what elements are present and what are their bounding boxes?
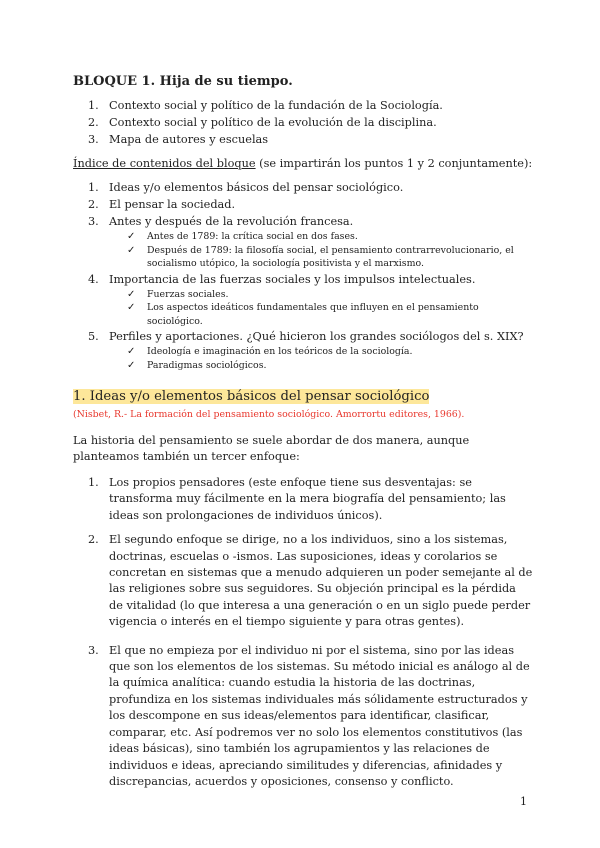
- section-heading: 1. Ideas y/o elementos básicos del pensar sociológico: [73, 389, 430, 404]
- sub-list-item: ✓ Antes de 1789: la crítica social en dos fases.: [127, 231, 358, 242]
- objectives-list: [73, 97, 533, 148]
- list-item: 3. Mapa de autores y escuelas: [88, 133, 269, 146]
- sub-list: [73, 288, 533, 329]
- check-icon: ✓: [127, 231, 136, 242]
- reference: (Nisbet, R.- La formación del pensamiento sociológico. Amorrortu editores, 1966).: [73, 409, 465, 420]
- list-item: 2. El pensar la sociedad.: [88, 198, 236, 211]
- list-item: 1. Los propios pensadores (este enfoque tiene sus desventajas: se transforma muy fácilmente en la mera biografía del pensamiento; las ideas son prolongaciones de individuos únicos).: [88, 476, 506, 522]
- check-icon: ✓: [127, 346, 136, 357]
- list-item: 3. Antes y después de la revolución francesa. ✓ Antes de 1789: la crítica social en dos fases. ✓ Después de 1789: la filosofía social, el pensamiento contrarrevolucionario, el socialismo utópico, la sociología positivista y el marxismo.: [73, 213, 533, 271]
- list-item: 3. El que no empieza por el individuo ni por el sistema, sino por las ideas que son los elementos de los sistemas. Su método inicial es análogo al de la química analítica: cuando estudia la historia de las doctrinas, profundiza en los sistemas individuales más sólidamente estructurados y los descompone en sus ideas/elementos para identificar, clasificar, comparar, etc. Así podremos ver no solo los elementos constitutivos (las ideas básicas), sino también los agrupamientos y las relaciones de individuos e ideas, apreciando similitudes y diferencias, afinidades y discrepancias, acuerdos y oposiciones, consenso y conflicto.: [88, 643, 530, 788]
- check-icon: ✓: [127, 302, 136, 313]
- contents-list: [73, 179, 533, 372]
- block-title: BLOQUE 1. Hija de su tiempo.: [73, 74, 293, 89]
- check-icon: ✓: [127, 244, 136, 256]
- page-number: 1: [520, 795, 527, 808]
- list-item: 5. Perfiles y aportaciones. ¿Qué hicieron los grandes sociólogos del s. XIX? ✓ Ideología e imaginación en los teóricos de la sociología. ✓ Paradigmas sociológicos.: [73, 328, 533, 372]
- check-icon: ✓: [127, 288, 136, 300]
- index-label: Índice de contenidos del bloque: [73, 157, 256, 170]
- index-intro: Índice de contenidos del bloque (se impartirán los puntos 1 y 2 conjuntamente):: [73, 157, 533, 170]
- sub-list: [73, 345, 533, 372]
- intro-paragraph: La historia del pensamiento se suele abordar de dos manera, aunque planteamos también un tercer enfoque:: [73, 434, 470, 464]
- sub-list-item: ✓ Paradigmas sociológicos.: [127, 359, 267, 371]
- sub-list-item: ✓ Ideología e imaginación en los teóricos de la sociología.: [127, 346, 413, 357]
- list-item: 2. El segundo enfoque se dirige, no a los individuos, sino a los sistemas, doctrinas, escuelas o -ismos. Las suposiciones, ideas y corolarios se concretan en sistemas que a menudo adquieren un poder semejante al de las religiones sobre sus seguidores. Su objeción principal es la pérdida de vitalidad (lo que interesa a una generación o en un siglo puede perder vigencia o interés en el tiempo siguiente y para otras gentes).: [88, 533, 533, 629]
- list-item: 4. Importancia de las fuerzas sociales y los impulsos intelectuales. ✓ Fuerzas sociales. ✓ Los aspectos ideáticos fundamentales que influyen en el pensamiento sociológico.: [73, 271, 533, 329]
- list-item: 2. Contexto social y político de la evolución de la disciplina.: [88, 116, 437, 129]
- sub-list-item: ✓ Fuerzas sociales.: [127, 288, 229, 300]
- list-item: 1. Contexto social y político de la fundación de la Sociología.: [88, 99, 443, 112]
- check-icon: ✓: [127, 359, 136, 371]
- list-item: 1. Ideas y/o elementos básicos del pensar sociológico.: [88, 181, 404, 194]
- sub-list: [73, 230, 533, 271]
- approaches-list: [73, 475, 533, 798]
- sub-list-item: ✓ Después de 1789: la filosofía social, el pensamiento contrarrevolucionario, el socialismo utópico, la sociología positivista y el marxismo.: [127, 244, 514, 269]
- sub-list-item: ✓ Los aspectos ideáticos fundamentales que influyen en el pensamiento sociológico.: [127, 302, 479, 327]
